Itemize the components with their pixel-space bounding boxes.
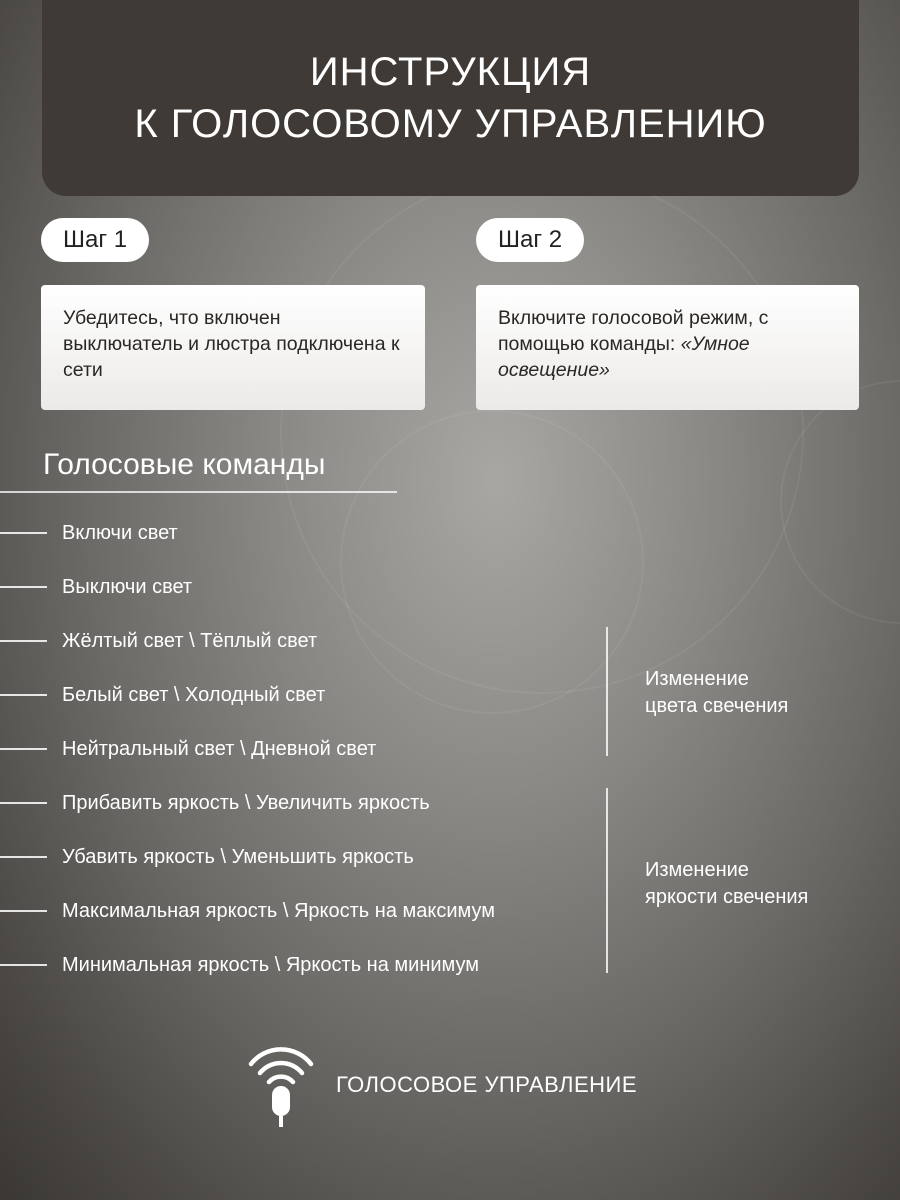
bullet-line (0, 640, 47, 642)
step-1-badge: Шаг 1 (41, 218, 149, 262)
color-group-bracket (606, 627, 608, 756)
step-1-card (41, 285, 425, 410)
group-label-line: Изменение (645, 859, 749, 881)
command-text: Убавить яркость \ Уменьшить яркость (62, 846, 414, 868)
bullet-line (0, 856, 47, 858)
command-text: Белый свет \ Холодный свет (62, 684, 326, 706)
command-text: Жёлтый свет \ Тёплый свет (62, 630, 318, 652)
bullet-line (0, 964, 47, 966)
brightness-group-label (645, 857, 808, 911)
page-header (42, 0, 859, 196)
command-text: Минимальная яркость \ Яркость на минимум (62, 954, 480, 976)
brightness-group-bracket (606, 788, 608, 973)
page-title-line1: ИНСТРУКЦИЯ (309, 50, 592, 94)
group-label-line: Изменение (645, 668, 749, 690)
bullet-line (0, 802, 47, 804)
bullet-line (0, 910, 47, 912)
group-label-line: цвета свечения (645, 695, 789, 717)
step-2-command: «Умное освещение» (498, 333, 750, 381)
footer-label: ГОЛОСОВОЕ УПРАВЛЕНИЕ (336, 1072, 638, 1097)
command-text: Выключи свет (62, 576, 193, 598)
command-text: Прибавить яркость \ Увеличить яркость (62, 792, 430, 814)
step-2-card (476, 285, 859, 410)
command-text: Нейтральный свет \ Дневной свет (62, 738, 377, 760)
step-1-text: Убедитесь, что включен выключатель и люстра подключена к сети (63, 307, 400, 381)
background-ring (340, 410, 644, 714)
bullet-line (0, 748, 47, 750)
group-label-line: яркости свечения (645, 886, 809, 908)
voice-microphone-icon (246, 1042, 316, 1130)
color-group-label (645, 666, 788, 720)
section-divider (0, 491, 397, 493)
command-text: Максимальная яркость \ Яркость на максимум (62, 900, 496, 922)
step-2-badge: Шаг 2 (476, 218, 584, 262)
bullet-line (0, 694, 47, 696)
page-title-line2: К ГОЛОСОВОМУ УПРАВЛЕНИЮ (134, 102, 767, 146)
bullet-line (0, 586, 47, 588)
step-2-text: Включите голосовой режим, с помощью команды: (498, 307, 769, 355)
command-text: Включи свет (62, 522, 178, 544)
voice-commands-title: Голосовые команды (43, 448, 326, 481)
bullet-line (0, 532, 47, 534)
